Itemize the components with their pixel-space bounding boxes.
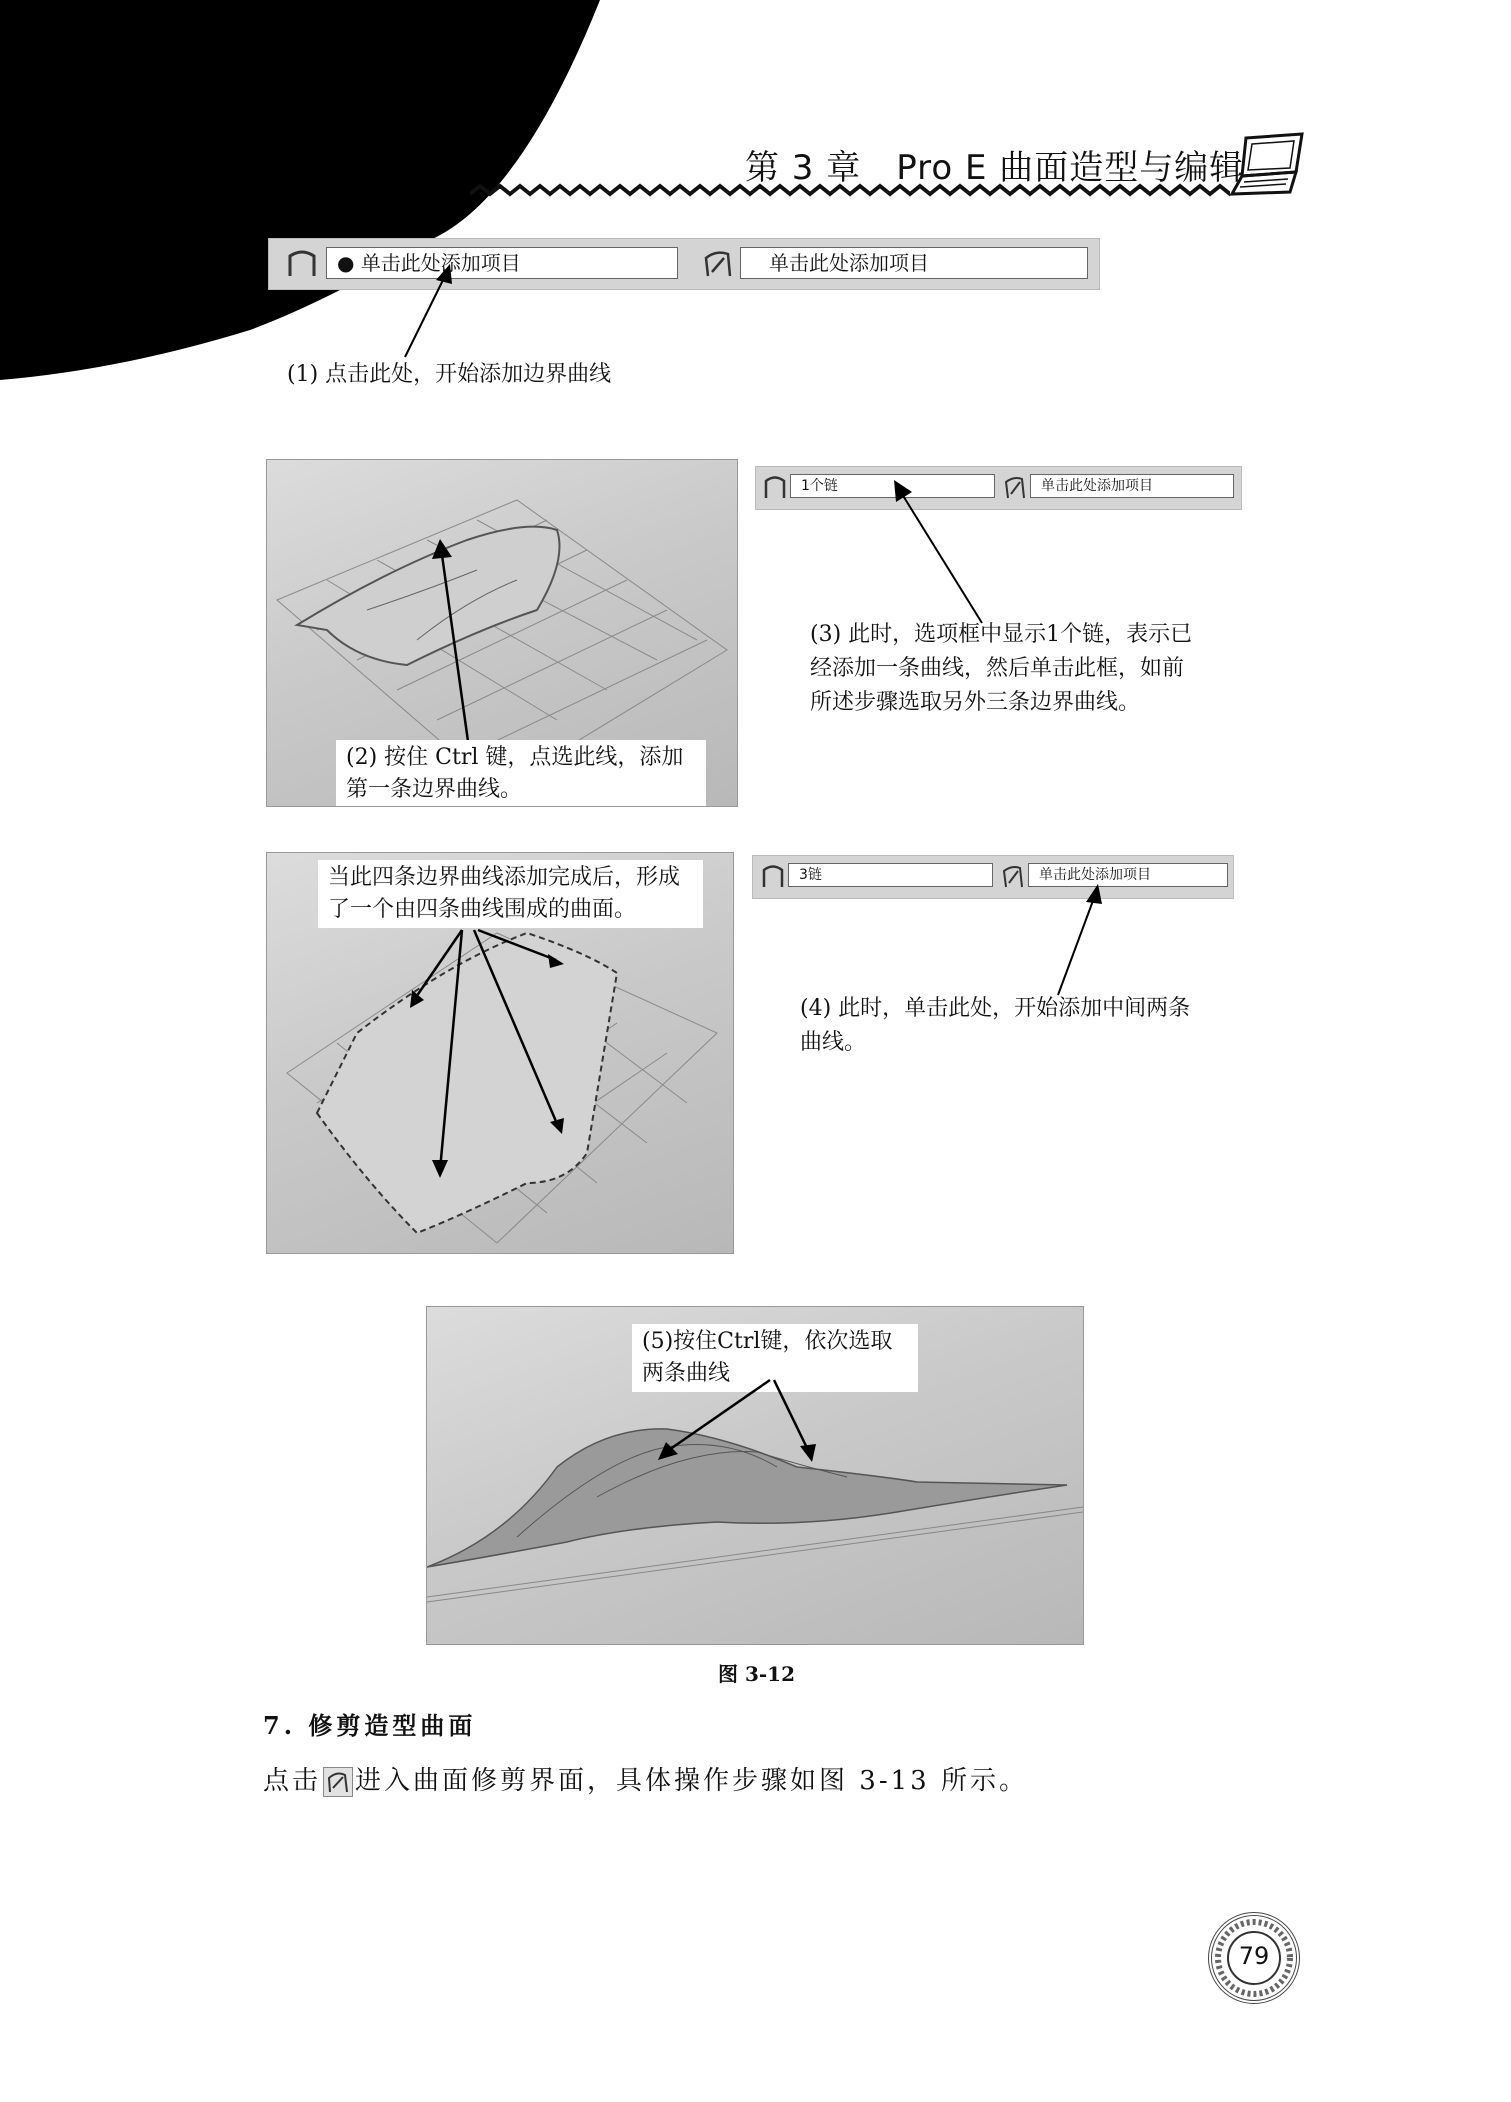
page-number: 79 [1238,1942,1270,1970]
selected-dot-icon: ● [337,251,355,275]
arrows-step5 [650,1378,830,1468]
body-text-after-icon: 进入曲面修剪界面，具体操作步骤如图 3-13 所示。 [355,1766,1028,1796]
arrow-step1 [400,262,460,362]
section-heading: 7. 修剪造型曲面 [263,1711,477,1740]
page-number-badge [1208,1912,1300,2004]
caption-step5: (5)按住Ctrl键，依次选取两条曲线 [632,1324,918,1392]
boundary-icon[interactable] [762,472,788,500]
boundary-icon[interactable] [284,246,320,280]
trim-icon [323,1767,353,1797]
figure-caption: 图 3-12 [718,1662,796,1686]
arrow-step2 [430,535,490,775]
laptop-icon [1230,132,1308,198]
second-direction-icon[interactable] [1000,861,1026,889]
first-direction-field[interactable]: 1个链 [790,474,995,498]
second-direction-field[interactable]: 单击此处添加项目 [1030,474,1234,498]
second-direction-icon[interactable] [700,246,736,280]
second-direction-field[interactable] [740,247,1088,279]
first-direction-field-label: 单击此处添加项目 [360,251,521,275]
second-direction-field-label: 单击此处添加项目 [769,251,929,275]
caption-step4: (4) 此时，单击此处，开始添加中间两条曲线。 [800,996,1191,1055]
arrows-to-boundaries [400,920,600,1180]
body-paragraph [263,1760,1028,1797]
header-zigzag-rule [470,182,1230,206]
second-direction-field[interactable]: 单击此处添加项目 [1028,863,1228,887]
first-direction-field[interactable] [326,247,678,279]
second-direction-icon[interactable] [1002,472,1028,500]
caption-surface-note: 当此四条边界曲线添加完成后，形成了一个由四条曲线围成的曲面。 [318,860,703,928]
caption-step1: (1) 点击此处，开始添加边界曲线 [287,362,612,387]
caption-step3: (3) 此时，选项框中显示1个链，表示已经添加一条曲线，然后单击此框，如前所述步骤选取另外三条边界曲线。 [810,622,1193,715]
boundary-icon[interactable] [760,861,786,889]
chapter-title: 第 3 章 Pro E 曲面造型与编辑 [745,148,1245,188]
arrow-step3 [890,478,990,628]
caption-step2: (2) 按住 Ctrl 键，点选此线，添加第一条边界曲线。 [336,740,706,806]
body-text-before-icon: 点击 [263,1766,322,1796]
arrow-step4 [1050,880,1110,1000]
first-direction-field[interactable]: 3链 [788,863,993,887]
